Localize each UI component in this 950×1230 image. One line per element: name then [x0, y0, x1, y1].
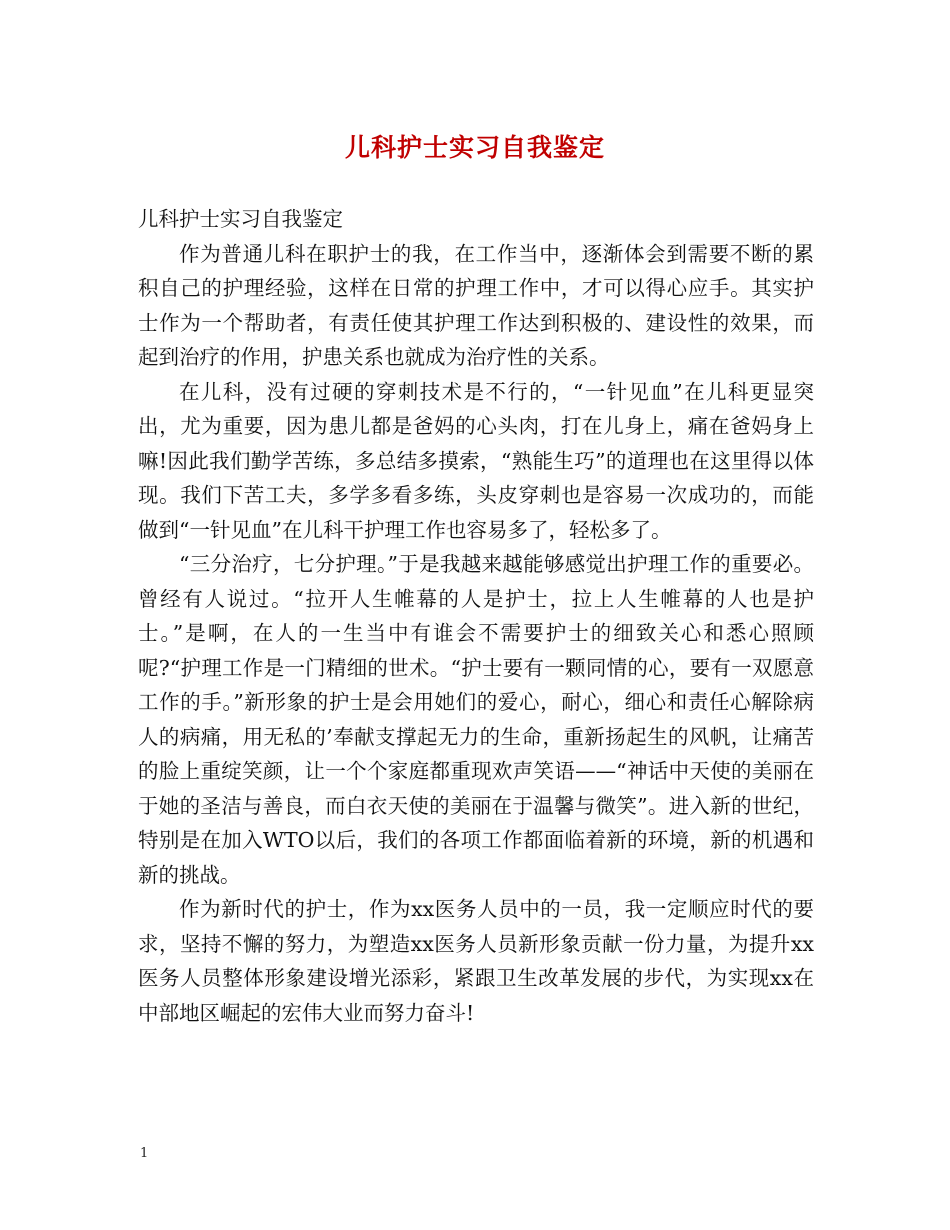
document-body	[138, 202, 814, 1030]
paragraph-2: 在儿科，没有过硬的穿刺技术是不行的，“一针见血”在儿科更显突出，尤为重要，因为患儿都是爸妈的心头肉，打在儿身上，痛在爸妈身上嘛!因此我们勤学苦练，多总结多摸索，“熟能生巧”的道理也在这里得以体现。我们下苦工夫，多学多看多练，头皮穿刺也是容易一次成功的，而能做到“一针见血”在儿科干护理工作也容易多了，轻松多了。	[138, 379, 814, 542]
paragraph-3: “三分治疗，七分护理。”于是我越来越能够感觉出护理工作的重要必。曾经有人说过。“拉开人生帷幕的人是护士，拉上人生帷幕的人也是护士。”是啊，在人的一生当中有谁会不需要护士的细致关心和悉心照顾呢?“护理工作是一门精细的世术。“护士要有一颗同情的心，要有一双愿意工作的手。”新形象的护士是会用她们的爱心，耐心，细心和责任心解除病人的病痛，用无私的’奉献支撑起无力的生命，重新扬起生的风帆，让痛苦的脸上重绽笑颜，让一个个家庭都重现欢声笑语——“神话中天使的美丽在于她的圣洁与善良，而白衣天使的美丽在于温馨与微笑”。进入新的世纪，特别是在加入WTO以后，我们的各项工作都面临着新的环境，新的机遇和新的挑战。	[138, 552, 814, 887]
document-subtitle: 儿科护士实习自我鉴定	[138, 207, 343, 231]
page-number: 1	[140, 1146, 149, 1161]
paragraph-1: 作为普通儿科在职护士的我，在工作当中，逐渐体会到需要不断的累积自己的护理经验，这样在日常的护理工作中，才可以得心应手。其实护士作为一个帮助者，有责任使其护理工作达到积极的、建设性的效果，而起到治疗的作用，护患关系也就成为治疗性的关系。	[138, 241, 814, 369]
document-title: 儿科护士实习自我鉴定	[344, 133, 605, 162]
paragraph-4: 作为新时代的护士，作为xx医务人员中的一员，我一定顺应时代的要求，坚持不懈的努力，为塑造xx医务人员新形象贡献一份力量，为提升xx医务人员整体形象建设增光添彩，紧跟卫生改革发展的步代，为实现xx在中部地区崛起的宏伟大业而努力奋斗!	[138, 897, 814, 1025]
